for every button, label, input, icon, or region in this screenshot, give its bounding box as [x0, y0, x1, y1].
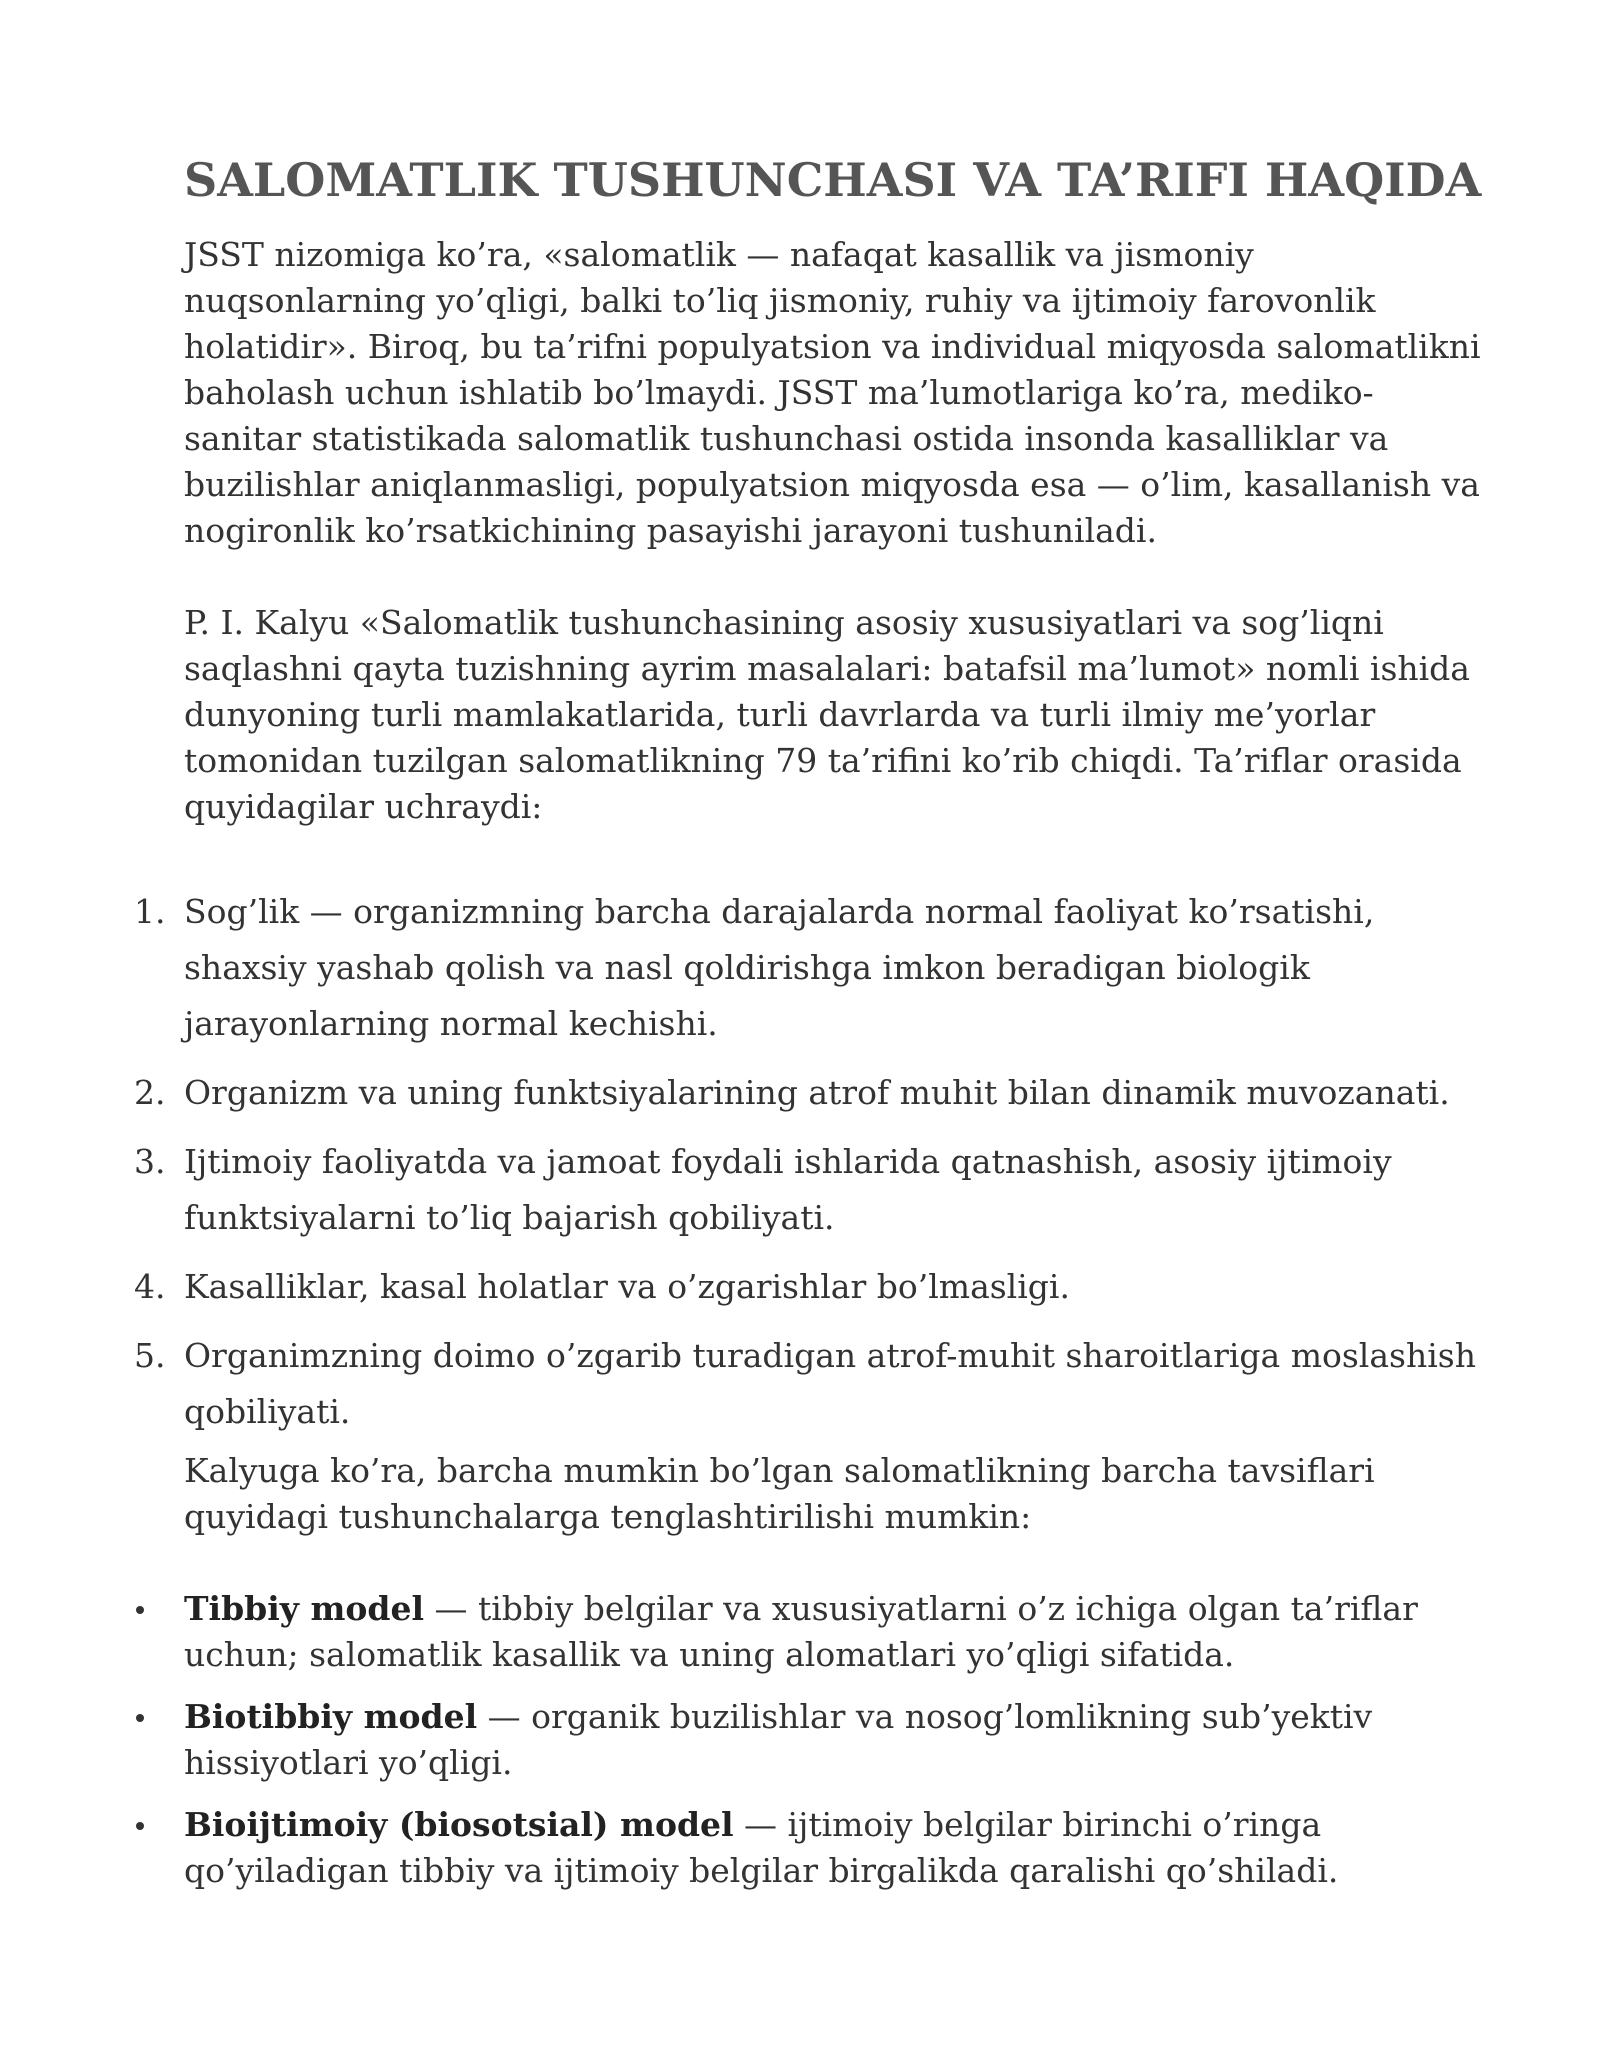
model-description: — tibbiy belgilar va xususiyatlarni o’z ichiga olgan ta’riflar uchun; salomatlik kasallik va uning alomatlari yo’qligi sifatida. [184, 1589, 1418, 1674]
list-item [0, 1328, 1484, 1440]
intro-paragraph: JSST nizomiga ko’ra, «salomatlik — nafaqat kasallik va jismoniy nuqsonlarning yo’qligi, balki to’liq jismoniy, ruhiy va ijtimoiy farovonlik holatidir». Biroq, bu ta’rifni populyatsion va individual miqyosda salomatlikni baholash uchun ishlatib bo’lmaydi. JSST ma’lumotlariga ko’ra, mediko-sanitar statistikada salomatlik tushunchasi ostida insonda kasalliklar va buzilishlar aniqlanmasligi, populyatsion miqyosda esa — o’lim, kasallanish va nogironlik ko’rsatkichining pasayishi jarayoni tushuniladi. [184, 235, 1481, 550]
bullet-icon [136, 1606, 144, 1614]
list-number: 1. [134, 892, 166, 931]
model-description: — organik buzilishlar va nosog’lomlikning sub’yektiv hissiyotlari yo’qligi. [184, 1697, 1373, 1782]
list-item [0, 1065, 1484, 1121]
list-item-text: Ijtimoiy faoliyatda va jamoat foydali ishlarida qatnashish, asosiy ijtimoiy funktsiyalarni to’liq bajarish qobiliyati. [184, 1142, 1392, 1237]
list-item-text: Kasalliklar, kasal holatlar va o’zgarishlar bo’lmasligi. [184, 1267, 1070, 1306]
list-item [0, 1134, 1484, 1246]
list-item [0, 1802, 1484, 1894]
list-item [0, 1586, 1484, 1678]
model-term: Biotibbiy model [184, 1697, 478, 1736]
definitions-numbered-list [0, 884, 1600, 1453]
kalyu-summary-paragraph: Kalyuga ko’ra, barcha mumkin bo’lgan salomatlikning barcha tavsiflari quyidagi tushunchalarga tenglashtirilishi mumkin: [184, 1451, 1375, 1536]
list-item-text: Sog’lik — organizmning barcha darajalarda normal faoliyat ko’rsatishi, shaxsiy yashab qolish va nasl qoldirishga imkon beradigan biologik jarayonlarning normal kechishi. [184, 892, 1375, 1043]
list-number: 5. [134, 1336, 166, 1375]
model-term: Bioijtimoiy (biosotsial) model [184, 1805, 734, 1844]
list-number: 4. [134, 1267, 166, 1306]
list-item-text: Organimzning doimo o’zgarib turadigan atrof-muhit sharoitlariga moslashish qobiliyati. [184, 1336, 1476, 1431]
list-item [0, 884, 1484, 1052]
list-number: 3. [134, 1142, 166, 1181]
models-bullet-list [0, 1586, 1600, 1910]
list-number: 2. [134, 1073, 166, 1112]
list-item [0, 1694, 1484, 1786]
kalyu-paragraph: P. I. Kalyu «Salomatlik tushunchasining asosiy xususiyatlari va sog’liqni saqlashni qayta tuzishning ayrim masalalari: batafsil ma’lumot» nomli ishida dunyoning turli mamlakatlarida, turli davrlarda va turli ilmiy me’yorlar tomonidan tuzilgan salomatlikning 79 ta’rifini ko’rib chiqdi. Ta’riflar orasida quyidagilar uchraydi: [184, 603, 1470, 826]
bullet-icon [136, 1714, 144, 1722]
list-item-text: Organizm va uning funktsiyalarining atrof muhit bilan dinamik muvozanati. [184, 1073, 1450, 1112]
list-item [0, 1259, 1484, 1315]
model-term: Tibbiy model [184, 1589, 424, 1628]
bullet-icon [136, 1822, 144, 1830]
model-description: — ijtimoiy belgilar birinchi o’ringa qo’yiladigan tibbiy va ijtimoiy belgilar birgalikda qaralishi qo’shiladi. [184, 1805, 1339, 1890]
page-title: SALOMATLIK TUSHUNCHASI VA TA’RIFI HAQIDA [184, 153, 1482, 207]
